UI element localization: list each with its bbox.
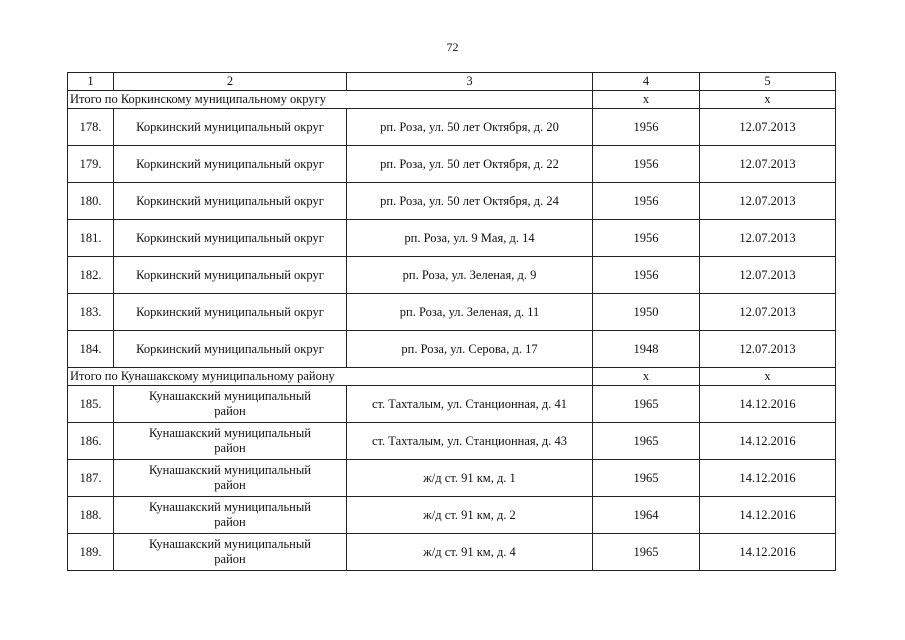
municipality-cell: Коркинский муниципальный округ [114,331,347,368]
table-row [68,386,836,423]
row-number: 182. [68,257,114,294]
subtotal-cell: x [700,368,836,386]
date-cell: 12.07.2013 [700,331,836,368]
row-number: 187. [68,460,114,497]
row-number: 186. [68,423,114,460]
address-cell: рп. Роза, ул. Зеленая, д. 9 [347,257,593,294]
subtotal-cell: x [593,368,700,386]
municipality-cell: Коркинский муниципальный округ [114,146,347,183]
subtotal-label: Итого по Кунашакскому муниципальному району [68,368,593,386]
column-header: 1 [68,73,114,91]
date-cell: 12.07.2013 [700,109,836,146]
date-cell: 14.12.2016 [700,497,836,534]
municipality-line: Кунашакский муниципальный [149,426,311,440]
row-number: 185. [68,386,114,423]
address-cell: рп. Роза, ул. Зеленая, д. 11 [347,294,593,331]
row-number: 184. [68,331,114,368]
table-row [68,331,836,368]
year-cell: 1950 [593,294,700,331]
table-row [68,497,836,534]
year-cell: 1956 [593,220,700,257]
year-cell: 1956 [593,183,700,220]
municipality-cell [114,534,347,571]
municipality-line: район [214,441,246,455]
year-cell: 1948 [593,331,700,368]
column-header: 2 [114,73,347,91]
year-cell: 1965 [593,534,700,571]
year-cell: 1965 [593,423,700,460]
table-row [68,183,836,220]
column-header: 4 [593,73,700,91]
municipality-line: район [214,552,246,566]
municipality-line: Кунашакский муниципальный [149,500,311,514]
address-cell: рп. Роза, ул. 9 Мая, д. 14 [347,220,593,257]
year-cell: 1964 [593,497,700,534]
address-cell: ст. Тахталым, ул. Станционная, д. 41 [347,386,593,423]
date-cell: 14.12.2016 [700,423,836,460]
municipality-cell [114,497,347,534]
date-cell: 14.12.2016 [700,460,836,497]
address-cell: ст. Тахталым, ул. Станционная, д. 43 [347,423,593,460]
municipality-cell: Коркинский муниципальный округ [114,109,347,146]
subtotal-cell: x [700,91,836,109]
municipality-line: район [214,478,246,492]
column-header: 5 [700,73,836,91]
date-cell: 12.07.2013 [700,220,836,257]
address-cell: ж/д ст. 91 км, д. 2 [347,497,593,534]
table-row [68,423,836,460]
date-cell: 14.12.2016 [700,386,836,423]
table-row [68,109,836,146]
year-cell: 1965 [593,460,700,497]
municipality-cell [114,386,347,423]
row-number: 180. [68,183,114,220]
municipality-line: Кунашакский муниципальный [149,463,311,477]
year-cell: 1956 [593,146,700,183]
row-number: 179. [68,146,114,183]
date-cell: 12.07.2013 [700,257,836,294]
column-number-row [68,73,836,91]
table-row [68,294,836,331]
year-cell: 1956 [593,109,700,146]
year-cell: 1965 [593,386,700,423]
table-row [68,534,836,571]
address-cell: ж/д ст. 91 км, д. 1 [347,460,593,497]
row-number: 188. [68,497,114,534]
municipality-line: Кунашакский муниципальный [149,389,311,403]
row-number: 183. [68,294,114,331]
registry-table [67,72,836,571]
subtotal-label: Итого по Коркинскому муниципальному округу [68,91,593,109]
subtotal-row [68,91,836,109]
municipality-cell [114,423,347,460]
date-cell: 12.07.2013 [700,294,836,331]
table-row [68,460,836,497]
municipality-cell: Коркинский муниципальный округ [114,257,347,294]
subtotal-row [68,368,836,386]
column-header: 3 [347,73,593,91]
row-number: 181. [68,220,114,257]
row-number: 189. [68,534,114,571]
municipality-cell: Коркинский муниципальный округ [114,220,347,257]
date-cell: 14.12.2016 [700,534,836,571]
date-cell: 12.07.2013 [700,146,836,183]
page-number: 72 [446,40,459,54]
municipality-cell: Коркинский муниципальный округ [114,183,347,220]
address-cell: рп. Роза, ул. 50 лет Октября, д. 24 [347,183,593,220]
table-row [68,220,836,257]
municipality-line: район [214,404,246,418]
address-cell: ж/д ст. 91 км, д. 4 [347,534,593,571]
municipality-line: район [214,515,246,529]
municipality-cell [114,460,347,497]
subtotal-cell: x [593,91,700,109]
row-number: 178. [68,109,114,146]
date-cell: 12.07.2013 [700,183,836,220]
address-cell: рп. Роза, ул. Серова, д. 17 [347,331,593,368]
municipality-line: Кунашакский муниципальный [149,537,311,551]
year-cell: 1956 [593,257,700,294]
table-row [68,146,836,183]
address-cell: рп. Роза, ул. 50 лет Октября, д. 22 [347,146,593,183]
address-cell: рп. Роза, ул. 50 лет Октября, д. 20 [347,109,593,146]
table-row [68,257,836,294]
municipality-cell: Коркинский муниципальный округ [114,294,347,331]
